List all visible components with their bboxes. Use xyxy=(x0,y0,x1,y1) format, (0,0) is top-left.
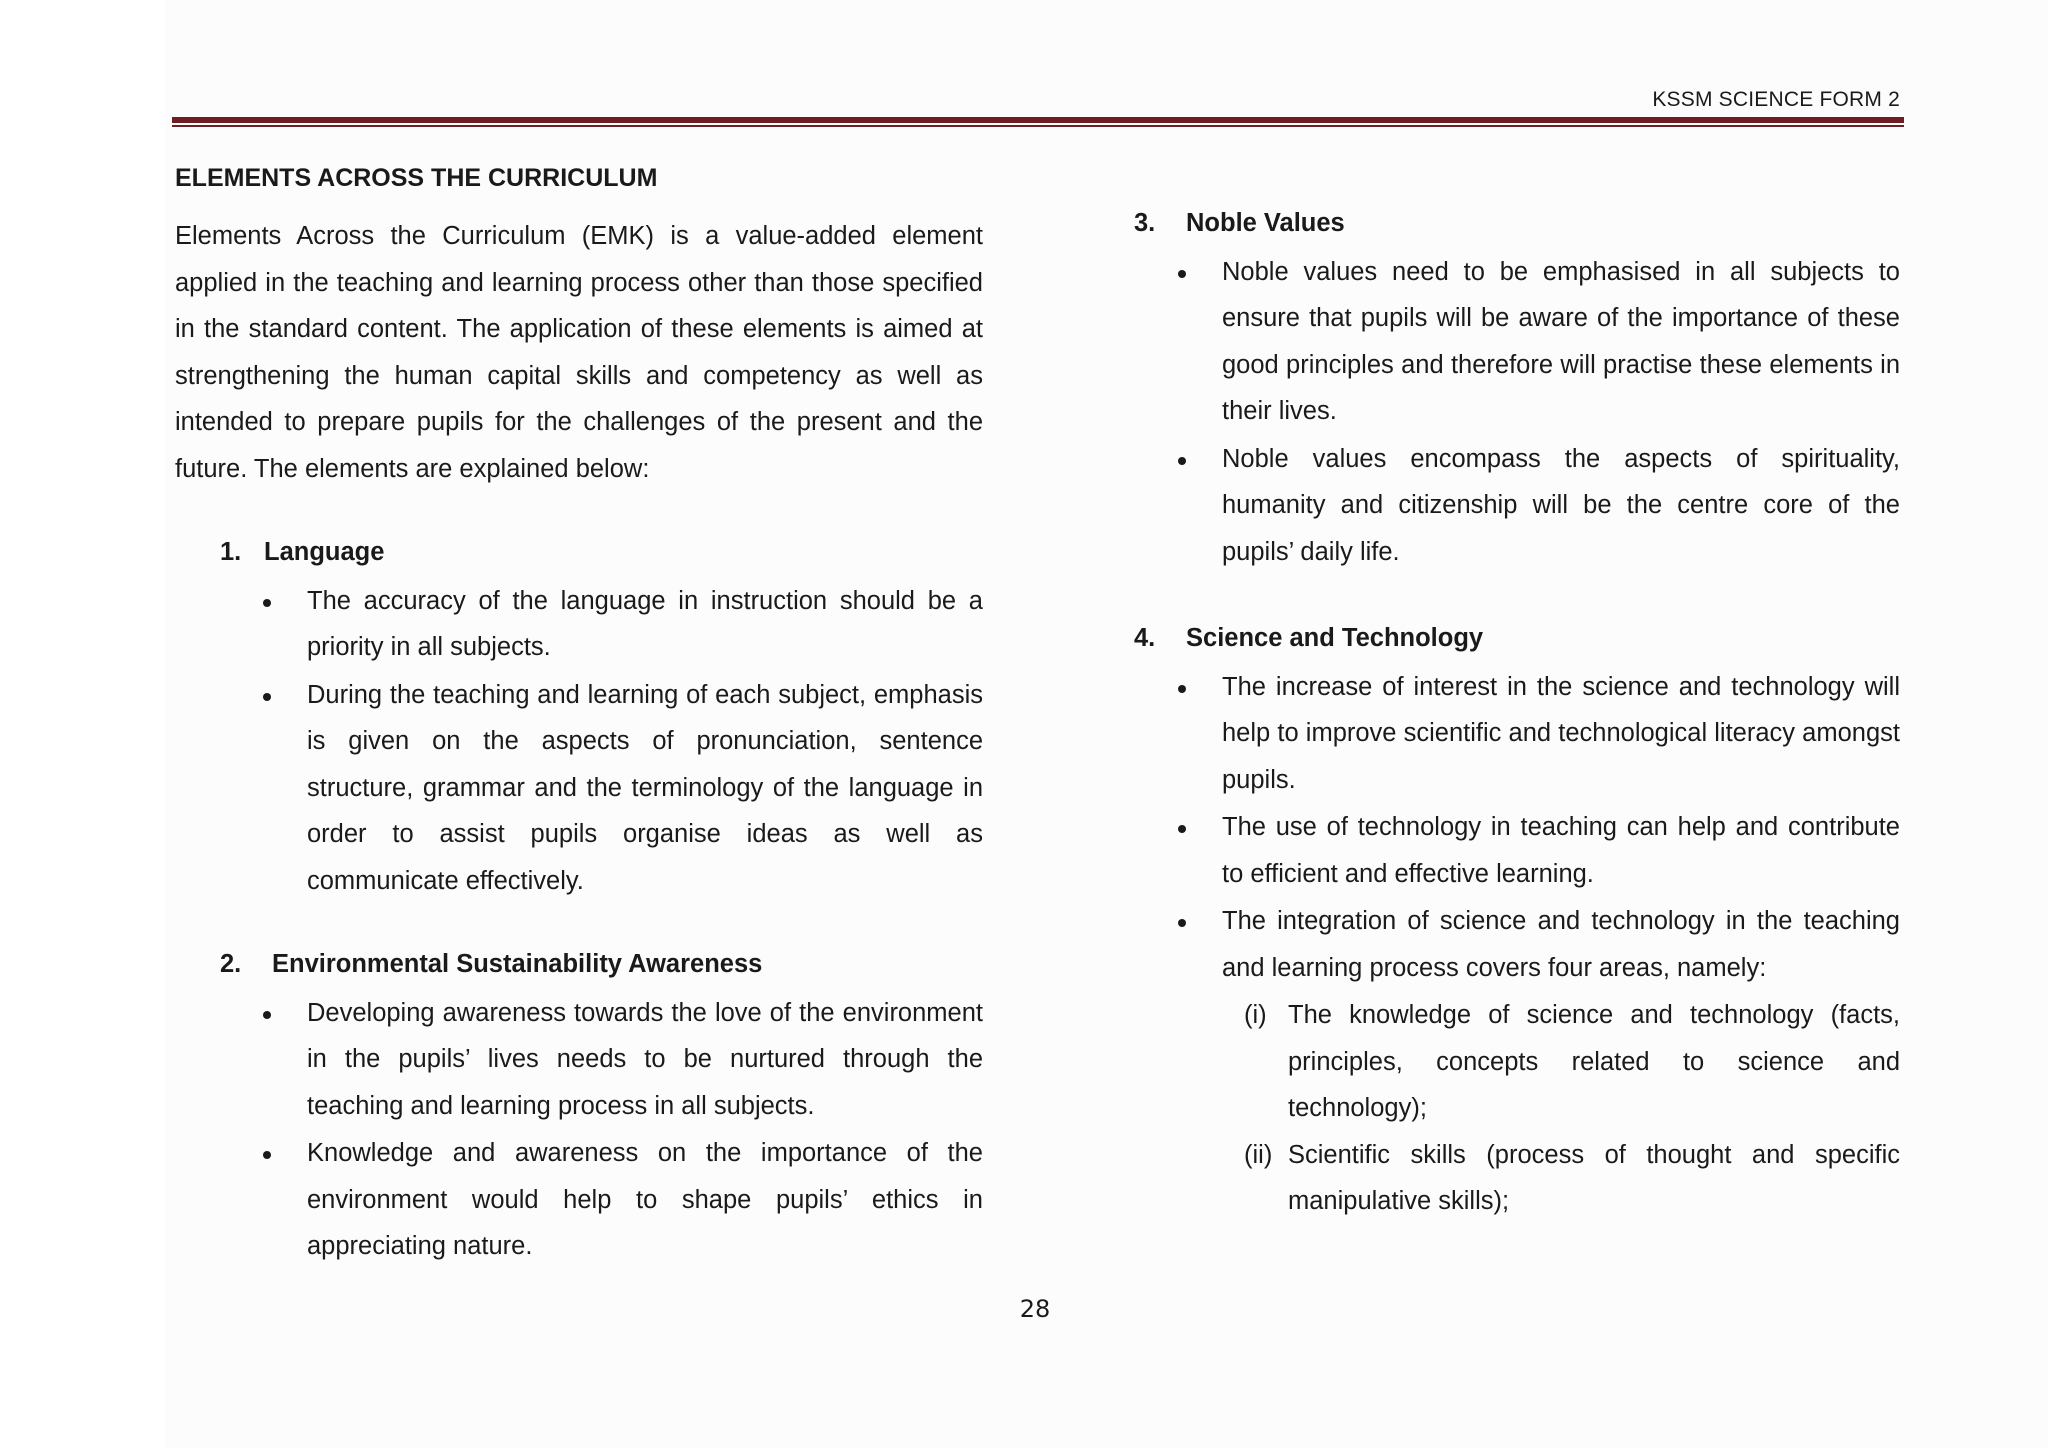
right-column xyxy=(1134,200,1900,1225)
list-item-text: Developing awareness towards the love of the environment in the pupils’ lives needs to be nurtured through the teaching and learning process in all subjects. xyxy=(307,998,983,1120)
bullet-icon xyxy=(263,1011,271,1019)
bullet-icon xyxy=(263,693,271,701)
element-language xyxy=(175,529,983,904)
sub-list-text: Scientific skills (process of thought and specific manipulative skills); xyxy=(1288,1140,1900,1215)
list-item-text: During the teaching and learning of each subject, emphasis is given on the aspects of pronunciation, sentence structure, grammar and the terminology of the language in order to assist pupils organise ideas as well as communicate effectively. xyxy=(307,680,983,895)
list-item xyxy=(175,990,983,1130)
element-number: 1. xyxy=(220,538,242,566)
sub-list-marker: (ii) xyxy=(1244,1140,1273,1169)
bullet-icon xyxy=(1178,457,1186,465)
bullet-list xyxy=(1134,664,1900,992)
element-heading xyxy=(1134,615,1900,662)
list-item xyxy=(175,1130,983,1270)
list-item xyxy=(1134,898,1900,991)
bullet-icon xyxy=(263,1151,271,1159)
left-column xyxy=(175,155,983,1271)
sub-list-text: The knowledge of science and technology (facts, principles, concepts related to science and technology); xyxy=(1288,1001,1900,1122)
list-item xyxy=(1134,249,1900,435)
element-number: 2. xyxy=(220,950,242,978)
list-item-text: Noble values need to be emphasised in all subjects to ensure that pupils will be aware of the importance of these good principles and therefore will practise these elements in their lives. xyxy=(1222,257,1900,425)
list-item xyxy=(1134,804,1900,897)
list-item-text: The accuracy of the language in instruction should be a priority in all subjects. xyxy=(307,586,983,661)
element-title: Noble Values xyxy=(1186,209,1345,237)
sub-list-marker: (i) xyxy=(1244,1001,1267,1029)
element-noble-values xyxy=(1134,200,1900,575)
bullet-icon xyxy=(263,599,271,607)
bullet-list xyxy=(175,578,983,905)
element-science-technology xyxy=(1134,615,1900,1225)
sub-list xyxy=(1134,992,1900,1225)
element-title: Science and Technology xyxy=(1186,624,1484,652)
page-header xyxy=(172,86,1904,130)
page-number: 28 xyxy=(1019,1295,1051,1323)
bullet-icon xyxy=(1178,919,1186,927)
element-heading xyxy=(1134,200,1900,247)
element-heading xyxy=(220,941,983,988)
bullet-list xyxy=(175,990,983,1270)
list-item-text: The integration of science and technology in the teaching and learning process covers four areas, namely: xyxy=(1222,907,1900,982)
element-title: Environmental Sustainability Awareness xyxy=(272,950,763,978)
header-rule-thick xyxy=(172,117,1904,123)
list-item-text: Noble values encompass the aspects of spirituality, humanity and citizenship will be the centre core of the pupils’ daily life. xyxy=(1222,444,1900,566)
element-title: Language xyxy=(264,538,385,566)
list-item xyxy=(1134,664,1900,804)
list-item xyxy=(175,578,983,671)
sub-list-item xyxy=(1134,992,1900,1132)
element-heading xyxy=(220,529,983,576)
element-environment xyxy=(175,941,983,1270)
header-title: KSSM SCIENCE FORM 2 xyxy=(1652,88,1900,111)
bullet-icon xyxy=(1178,825,1186,833)
list-item-text: The use of technology in teaching can help and contribute to efficient and effective learning. xyxy=(1222,813,1900,888)
sub-list-item xyxy=(1134,1132,1900,1225)
bullet-icon xyxy=(1178,685,1186,693)
element-number: 3. xyxy=(1134,209,1156,237)
list-item xyxy=(175,672,983,905)
section-title: ELEMENTS ACROSS THE CURRICULUM xyxy=(175,164,658,192)
list-item-text: The increase of interest in the science and technology will help to improve scientific and technological literacy amongst pupils. xyxy=(1222,672,1900,794)
bullet-icon xyxy=(1178,270,1186,278)
header-rule-thin xyxy=(172,125,1904,127)
element-number: 4. xyxy=(1134,624,1156,652)
list-item xyxy=(1134,436,1900,576)
bullet-list xyxy=(1134,249,1900,576)
intro-paragraph: Elements Across the Curriculum (EMK) is a value-added element applied in the teaching and learning process other than those specified in the standard content. The application of these elements is aimed at strengthening the human capital skills and competency as well as intended to prepare pupils for the challenges of the present and the future. The elements are explained below: xyxy=(175,222,983,483)
list-item-text: Knowledge and awareness on the importance of the environment would help to shape pupils’ ethics in appreciating nature. xyxy=(307,1139,983,1260)
